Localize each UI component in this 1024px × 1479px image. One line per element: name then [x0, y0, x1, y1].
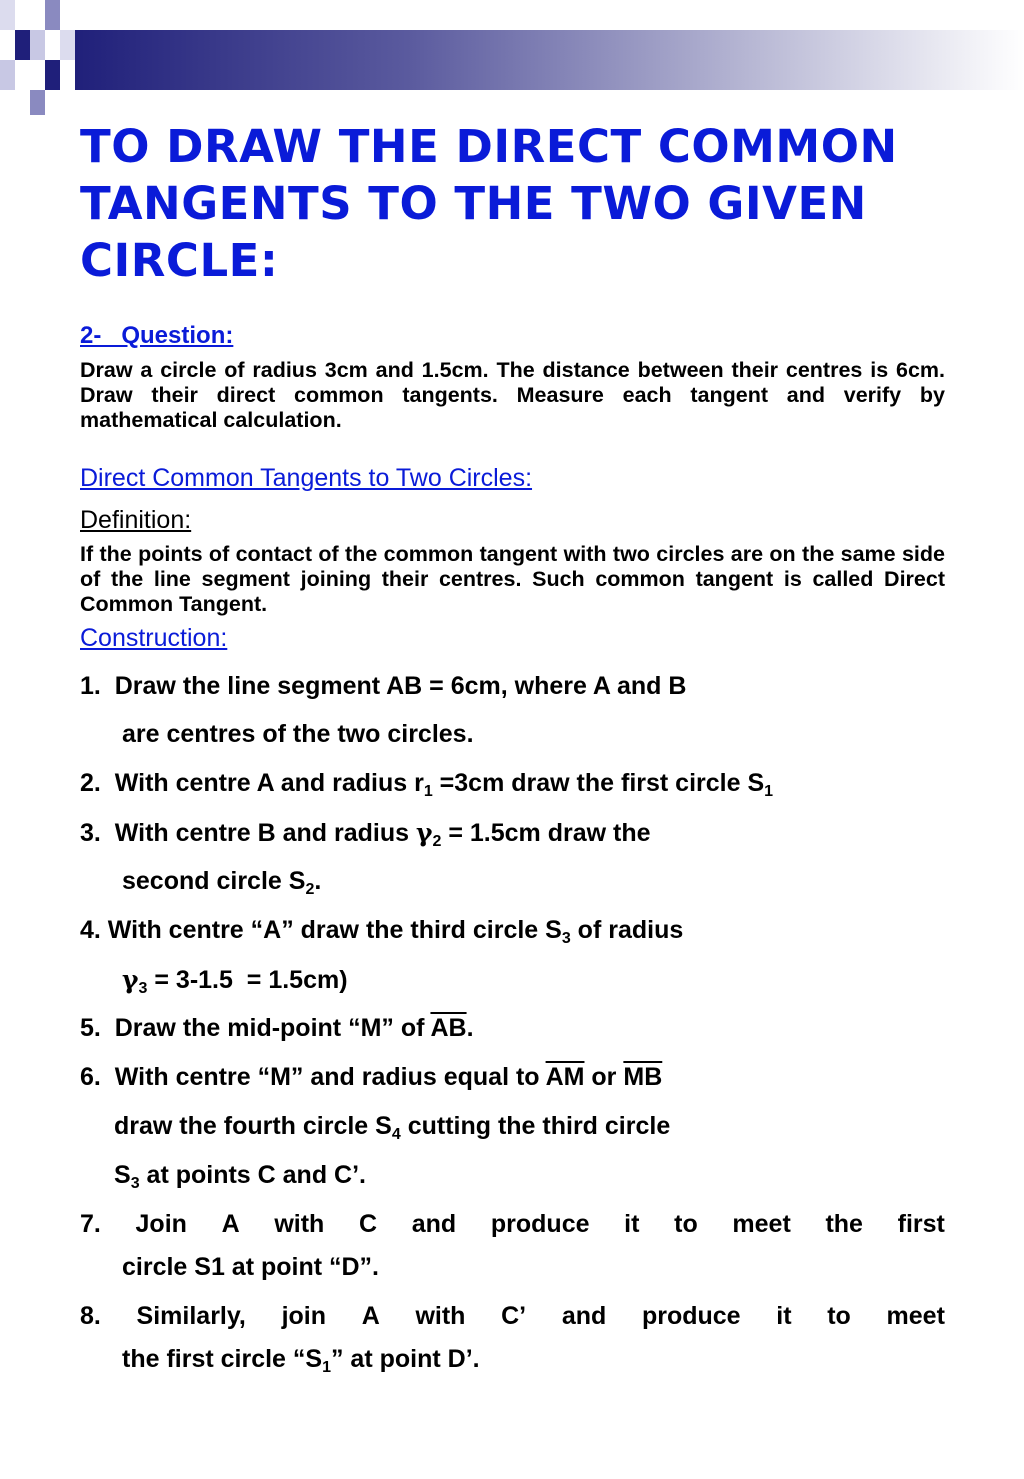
step-4-text: 4. With centre “A” draw the third circle S	[80, 916, 562, 944]
definition-heading: Definition:	[80, 506, 192, 534]
step-5-line	[80, 1014, 474, 1043]
step-7-word: the	[825, 1210, 863, 1238]
step-8-word: meet	[886, 1302, 945, 1330]
step-8-word: and	[561, 1302, 607, 1330]
step-7-line-1	[80, 1210, 945, 1239]
decor-square	[15, 30, 30, 60]
decor-square	[60, 30, 75, 60]
step-8-word: join	[281, 1302, 326, 1330]
decor-square	[45, 60, 60, 90]
decor-square	[30, 30, 45, 60]
segment-mb: $\overline{MB}$	[623, 1063, 663, 1091]
step-2-line	[80, 769, 773, 798]
step-6-line-1	[80, 1063, 662, 1092]
decor-square	[45, 0, 60, 30]
step-7-text: circle S1 at point “D”.	[122, 1253, 380, 1281]
step-6-text: cutting the third circle	[400, 1112, 671, 1140]
page-title: TO DRAW THE DIRECT COMMON TANGENTS TO THE TWO GIVEN CIRCLE:	[80, 120, 898, 287]
step-1-text: 1. Draw the line segment AB = 6cm, where A and B	[80, 672, 687, 700]
step-6-line-3	[114, 1161, 366, 1190]
question-body: Draw a circle of radius 3cm and 1.5cm. The distance between their centres is 6cm. Draw their direct common tangents. Measure each tangent and verify by mathematical calculation.	[80, 358, 945, 432]
step-3-text: .	[314, 867, 322, 895]
step-8-word: to	[827, 1302, 851, 1330]
step-7-word: A	[221, 1210, 240, 1238]
step-7-word: produce	[490, 1210, 590, 1238]
gamma-symbol: γ	[415, 818, 433, 847]
step-4-text: = 3-1.5 = 1.5cm)	[147, 966, 348, 994]
subscript: 1	[322, 1359, 331, 1376]
gamma-symbol: γ	[122, 965, 139, 994]
step-7-word: Join	[135, 1210, 187, 1238]
step-7-word: and	[411, 1210, 457, 1238]
subscript: 1	[764, 783, 774, 800]
step-5-text: 5. Draw the mid-point “M” of	[80, 1014, 431, 1042]
step-3-text: = 1.5cm draw the	[441, 819, 651, 847]
step-1-line-2	[122, 720, 474, 749]
decor-square	[30, 90, 45, 115]
subscript: 2	[305, 881, 315, 898]
step-1-line-1	[80, 672, 686, 701]
step-8-word: Similarly,	[136, 1302, 246, 1330]
step-8-line-1	[80, 1302, 945, 1331]
step-3-text: 3. With centre B and radius	[80, 819, 416, 847]
segment-am: $\overline{AM}$	[545, 1063, 585, 1091]
step-8-text: ” at point D’.	[330, 1345, 480, 1373]
step-6-text: at points C and C’.	[139, 1161, 366, 1189]
step-8-word: with	[415, 1302, 466, 1330]
segment-ab: $\overline{AB}$	[430, 1014, 467, 1042]
step-3-text: second circle S	[122, 867, 306, 895]
step-4-text: of radius	[570, 916, 684, 944]
step-4-line-1	[80, 916, 683, 945]
step-8-word: it	[776, 1302, 792, 1330]
step-7-word: 7.	[80, 1210, 101, 1238]
step-8-line-2	[122, 1345, 480, 1374]
step-8-word: A	[361, 1302, 380, 1330]
step-2-text: 2. With centre A and radius r	[80, 769, 424, 797]
step-7-word: it	[624, 1210, 640, 1238]
step-7-word: with	[274, 1210, 325, 1238]
subscript: 2	[432, 833, 442, 850]
subscript: 4	[391, 1126, 401, 1143]
step-7-word: to	[674, 1210, 698, 1238]
step-8-word: C’	[501, 1302, 527, 1330]
step-8-word: produce	[641, 1302, 741, 1330]
step-4-line-2	[122, 965, 348, 995]
step-7-line-2	[122, 1253, 379, 1282]
step-3-line-2	[122, 867, 321, 896]
step-1-continued: are centres of the two circles.	[122, 720, 474, 748]
step-2-text: =3cm draw the first circle S	[432, 769, 765, 797]
step-7-word: C	[359, 1210, 378, 1238]
subscript: 3	[138, 980, 148, 997]
decor-square	[0, 0, 15, 30]
step-7-word: meet	[732, 1210, 791, 1238]
step-6-line-2	[114, 1112, 670, 1141]
step-7-word: first	[897, 1210, 945, 1238]
step-6-text: draw the fourth circle S	[114, 1112, 392, 1140]
step-3-line-1	[80, 818, 651, 848]
subscript: 1	[423, 783, 433, 800]
step-8-text: the first circle “S	[122, 1345, 323, 1373]
step-6-text: or	[584, 1063, 624, 1091]
subscript: 3	[130, 1175, 140, 1192]
step-6-text: 6. With centre “M” and radius equal to	[80, 1063, 546, 1091]
definition-body: If the points of contact of the common tangent with two circles are on the same side of the line segment joining their centres. Such common tangent is called Direct Common Tangent.	[80, 542, 945, 616]
construction-heading: Construction:	[80, 624, 228, 652]
question-heading: 2- Question:	[80, 322, 234, 349]
subscript: 3	[561, 930, 571, 947]
step-8-word: 8.	[80, 1302, 101, 1330]
decor-square	[0, 60, 15, 90]
step-6-text: S	[114, 1161, 131, 1189]
header-gradient-band	[75, 30, 1024, 90]
step-5-text: .	[466, 1014, 474, 1042]
direct-common-tangents-heading: Direct Common Tangents to Two Circles:	[80, 464, 533, 492]
